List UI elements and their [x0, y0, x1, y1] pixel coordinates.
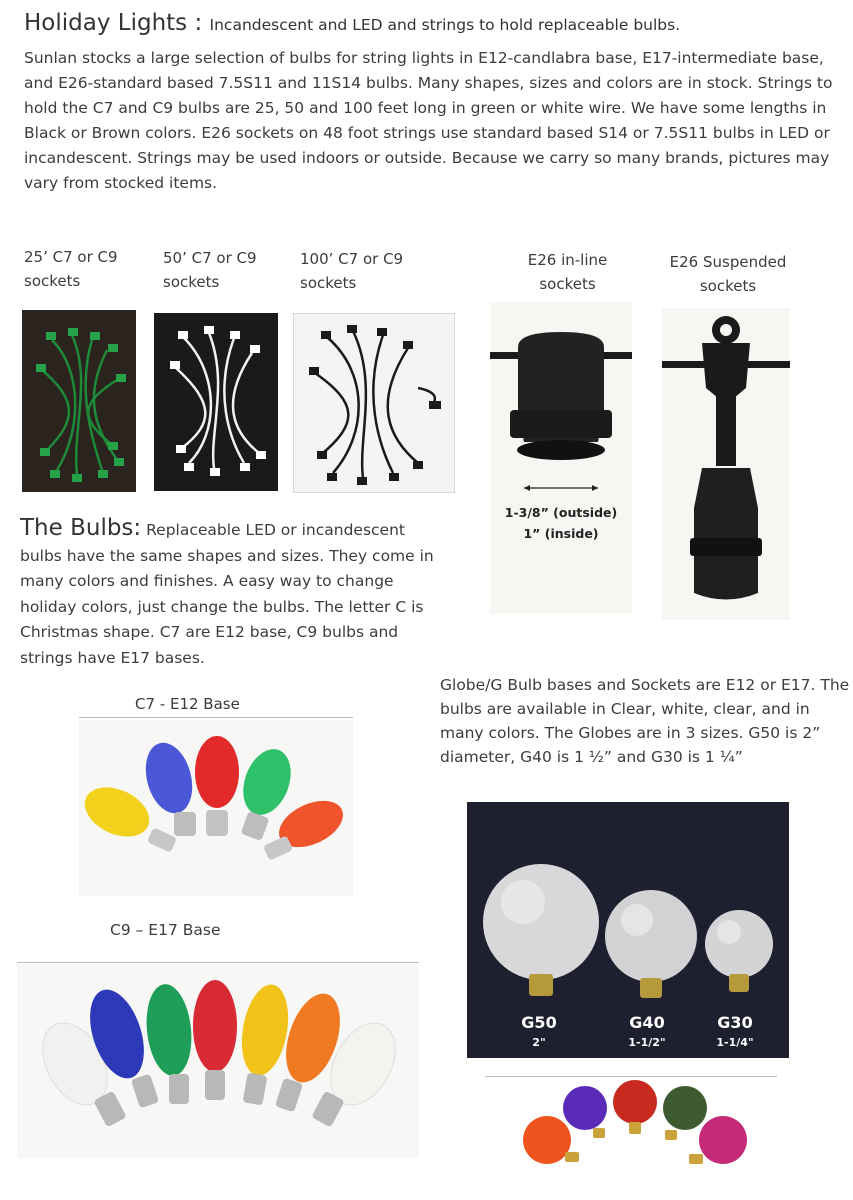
- caption-e26-suspended: E26 Suspended sockets: [669, 253, 787, 295]
- g50-size: 2": [532, 1036, 546, 1049]
- c7-label: C7 - E12 Base: [135, 695, 240, 713]
- black-string-photo: [293, 313, 455, 493]
- globe-paragraph: Globe/G Bulb bases and Sockets are E12 or E17. The bulbs are available in Clear, white, clear, and in many colors. The Globes are in 3 sizes. G50 is 2” diameter, G40 is 1 ½” and G30 is 1 ¼”: [440, 676, 850, 766]
- bulbs-heading: The Bulbs:: [20, 515, 142, 541]
- c7-bulbs-photo: [79, 720, 353, 896]
- caption-e26-inline: E26 in-line sockets: [527, 251, 608, 293]
- colored-globe-bulbs-photo: [485, 1078, 777, 1176]
- g30-label: G30: [717, 1013, 753, 1032]
- title-subtitle: Incandescent and LED and strings to hold replaceable bulbs.: [209, 16, 681, 34]
- green-string-photo: [22, 310, 136, 492]
- c7-divider: [79, 717, 353, 718]
- g50-label: G50: [521, 1013, 557, 1032]
- bulbs-description: Replaceable LED or incandescent bulbs have the same shapes and sizes. They come in many colors and finishes. A easy way to change holiday colors, just change the bulbs. The letter C is Christmas shape. C7 are E12 base, C9 bulbs and strings have E17 bases.: [20, 521, 434, 667]
- caption-50ft: 50’ C7 or C9 sockets: [163, 249, 257, 291]
- globe-bulbs-photo: [467, 802, 789, 1058]
- g30-size: 1-1/4": [716, 1036, 754, 1049]
- title-main: Holiday Lights :: [24, 10, 203, 36]
- c9-bulbs-photo: [17, 964, 419, 1158]
- c9-divider: [17, 962, 419, 963]
- bulbs-paragraph: [20, 516, 440, 671]
- dimension-outside: 1-3/8” (outside): [504, 505, 618, 520]
- intro-paragraph: Sunlan stocks a large selection of bulbs for string lights in E12-candlabra base, E17-intermediate base, and E26-standard based 7.5S11 and 11S14 bulbs. Many shapes, sizes and colors are in stock. Strings to hold the C7 and C9 bulbs are 25, 50 and 100 feet long in green or white wire. We have some lengths in Black or Brown colors. E26 sockets on 48 foot strings use standard based S14 or 7.5S11 bulbs in LED or incandescent. Strings may be used indoors or outside. Because we carry so many brands, pictures may vary from stocked items.: [24, 49, 833, 192]
- dimension-inside: 1” (inside): [523, 526, 599, 541]
- e26-inline-socket-photo: [490, 302, 632, 614]
- caption-25ft: 25’ C7 or C9 sockets: [24, 248, 118, 290]
- g40-label: G40: [629, 1013, 665, 1032]
- globe-color-divider: [485, 1076, 777, 1077]
- c9-label: C9 – E17 Base: [110, 921, 221, 939]
- e26-suspended-socket-photo: [662, 308, 790, 620]
- page-title: [24, 10, 680, 36]
- g40-size: 1-1/2": [628, 1036, 666, 1049]
- white-string-photo: [154, 313, 278, 491]
- caption-100ft: 100’ C7 or C9 sockets: [300, 250, 404, 292]
